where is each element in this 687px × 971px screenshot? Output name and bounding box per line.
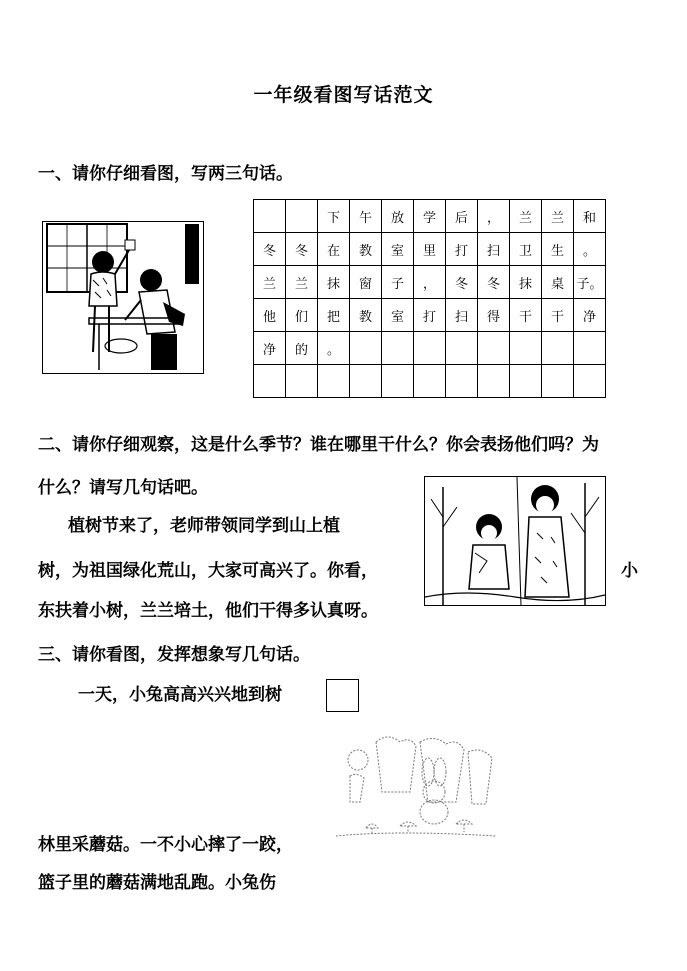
- grid-cell: 和: [574, 200, 606, 233]
- grid-row: [254, 299, 606, 332]
- section3-answer-line2: 林里采蘑菇。一不小心摔了一跤，: [38, 835, 293, 855]
- grid-cell: 冬: [286, 233, 318, 266]
- tree-planting-illustration: [424, 476, 606, 606]
- grid-cell: 后: [446, 200, 478, 233]
- cleaning-illustration: [42, 221, 204, 374]
- grid-cell: [446, 332, 478, 365]
- grid-cell: [478, 365, 510, 398]
- grid-cell: [350, 365, 382, 398]
- grid-cell: 教: [350, 299, 382, 332]
- grid-cell: 干: [510, 299, 542, 332]
- grid-cell: 子: [382, 266, 414, 299]
- grid-cell: [574, 365, 606, 398]
- grid-cell: 桌: [542, 266, 574, 299]
- grid-cell: 卫: [510, 233, 542, 266]
- grid-cell: 净: [254, 332, 286, 365]
- grid-cell: [510, 332, 542, 365]
- grid-cell: 学: [414, 200, 446, 233]
- grid-cell: 兰: [286, 266, 318, 299]
- grid-row: [254, 365, 606, 398]
- writing-grid: [253, 199, 606, 398]
- grid-cell: 打: [446, 233, 478, 266]
- section1-question: 一、请你仔细看图，写两三句话。: [38, 164, 293, 184]
- grid-cell: [286, 365, 318, 398]
- grid-cell: 子。: [574, 266, 606, 299]
- grid-cell: [574, 332, 606, 365]
- grid-cell: 净: [574, 299, 606, 332]
- grid-cell: [446, 365, 478, 398]
- grid-cell: 里: [414, 233, 446, 266]
- grid-row: [254, 266, 606, 299]
- grid-cell: 冬: [254, 233, 286, 266]
- grid-cell: 兰: [254, 266, 286, 299]
- grid-cell: 扫: [446, 299, 478, 332]
- rabbit-forest-drawing: [336, 732, 496, 842]
- grid-cell: 干: [542, 299, 574, 332]
- section3-question: 三、请你看图，发挥想象写几句话。: [38, 645, 310, 665]
- grid-row: [254, 332, 606, 365]
- grid-cell: 下: [318, 200, 350, 233]
- grid-cell: 冬: [446, 266, 478, 299]
- grid-cell: [254, 365, 286, 398]
- tree-planting-drawing: [425, 477, 605, 605]
- section2-question-line2: 什么？请写几句话吧。: [38, 478, 208, 498]
- grid-cell: ，: [414, 266, 446, 299]
- rabbit-forest-illustration: [336, 732, 496, 842]
- grid-cell: [382, 365, 414, 398]
- section2-question-line1: 二、请你仔细观察，这是什么季节？谁在哪里干什么？你会表扬他们吗？为: [38, 435, 599, 455]
- grid-cell: 冬: [478, 266, 510, 299]
- grid-cell: 把: [318, 299, 350, 332]
- grid-cell: 。: [574, 233, 606, 266]
- grid-cell: 。: [318, 332, 350, 365]
- grid-cell: [254, 200, 286, 233]
- grid-cell: 兰: [542, 200, 574, 233]
- grid-cell: 生: [542, 233, 574, 266]
- grid-cell: ，: [478, 200, 510, 233]
- section2-answer-line1: 植树节来了，老师带领同学到山上植: [68, 516, 340, 536]
- grid-cell: 抹: [318, 266, 350, 299]
- grid-cell: [478, 332, 510, 365]
- grid-cell: 他: [254, 299, 286, 332]
- cleaning-drawing: [43, 222, 203, 373]
- section2-answer-line2: 树，为祖国绿化荒山，大家可高兴了。你看，: [38, 561, 378, 581]
- section3-answer-line3: 篮子里的蘑菇满地乱跑。小兔伤: [38, 873, 276, 893]
- grid-cell: 窗: [350, 266, 382, 299]
- grid-cell: [414, 332, 446, 365]
- blank-writing-box: [326, 679, 359, 712]
- grid-cell: 得: [478, 299, 510, 332]
- grid-cell: 的: [286, 332, 318, 365]
- grid-cell: [542, 332, 574, 365]
- grid-cell: [286, 200, 318, 233]
- section3-answer-line1: 一天，小兔高高兴兴地到树: [78, 685, 282, 705]
- grid-cell: 抹: [510, 266, 542, 299]
- grid-cell: 室: [382, 233, 414, 266]
- grid-cell: 午: [350, 200, 382, 233]
- grid-cell: 教: [350, 233, 382, 266]
- grid-cell: [318, 365, 350, 398]
- grid-cell: 在: [318, 233, 350, 266]
- grid-cell: 打: [414, 299, 446, 332]
- grid-cell: [510, 365, 542, 398]
- grid-cell: 扫: [478, 233, 510, 266]
- grid-cell: 放: [382, 200, 414, 233]
- section2-answer-line3: 东扶着小树，兰兰培土，他们干得多认真呀。: [38, 601, 378, 621]
- grid-row: [254, 200, 606, 233]
- grid-cell: [350, 332, 382, 365]
- grid-row: [254, 233, 606, 266]
- grid-cell: 们: [286, 299, 318, 332]
- grid-cell: [542, 365, 574, 398]
- page-title: 一年级看图写话范文: [253, 84, 434, 106]
- grid-cell: [382, 332, 414, 365]
- section2-answer-line2-tail: 小: [621, 561, 638, 581]
- grid-cell: [414, 365, 446, 398]
- grid-cell: 兰: [510, 200, 542, 233]
- grid-cell: 室: [382, 299, 414, 332]
